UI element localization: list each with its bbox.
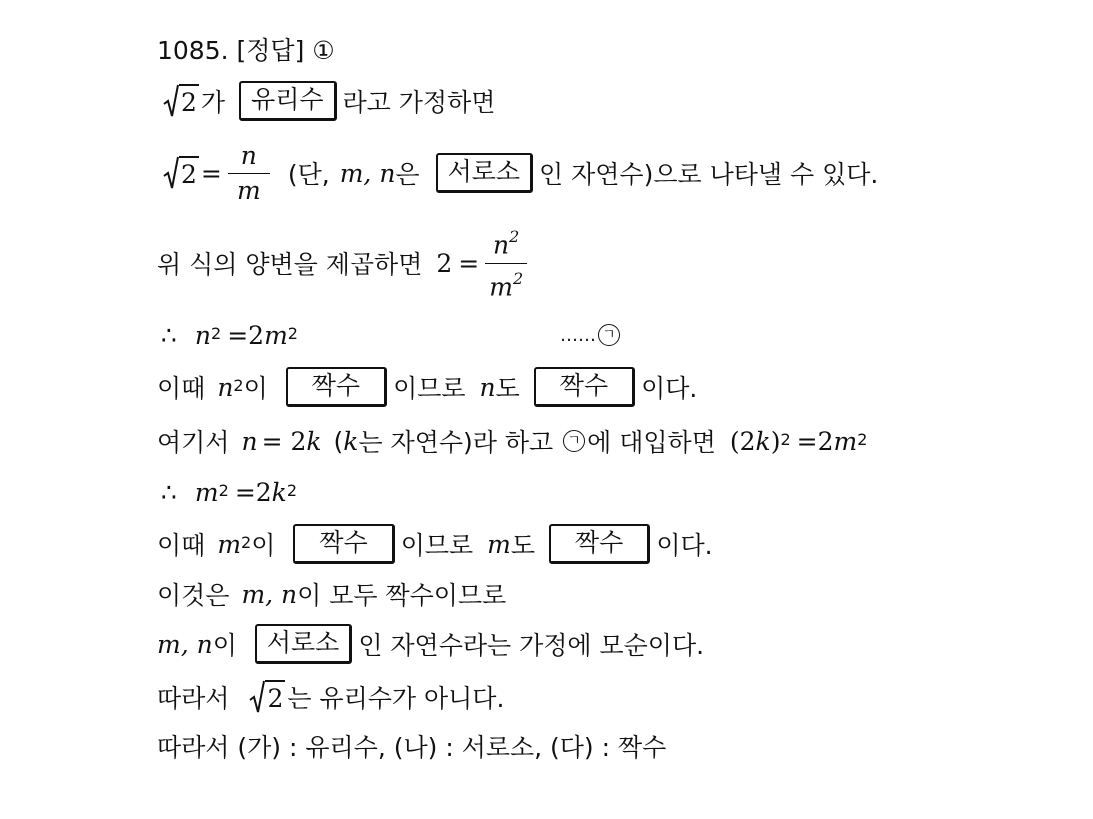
fraction-n2-over-m2 (485, 224, 527, 302)
text: 가 (200, 88, 226, 117)
exponent: 2 (512, 268, 524, 288)
math-var: k (343, 426, 359, 456)
math-var: n (217, 372, 234, 402)
text: (단, (287, 160, 330, 189)
therefore-symbol: ∴ (161, 477, 177, 507)
numerator (493, 224, 519, 260)
math-paren: ) (770, 426, 781, 456)
text: 이때 (157, 374, 206, 403)
math-var: k (755, 426, 771, 456)
text: 도 (495, 374, 520, 403)
text: 라고 가정하면 (342, 88, 496, 117)
sqrt-expression (249, 680, 285, 714)
math-var: m (194, 477, 219, 507)
math-variables: m, n (157, 629, 213, 659)
exponent: 2 (241, 532, 252, 552)
dots: …… (559, 324, 596, 346)
exponent: 2 (509, 227, 520, 247)
math-var: k (306, 426, 322, 456)
text: 이 (212, 631, 237, 660)
text: ( (333, 426, 344, 456)
text: 이 (243, 374, 268, 403)
answer-box-na: 서로소 (436, 153, 533, 193)
sqrt-radicand: 2 (179, 84, 199, 118)
line-assumption (157, 81, 495, 121)
math-var: n (479, 372, 496, 402)
answer-box-da: 짝수 (286, 367, 387, 407)
text: 이다. (641, 374, 698, 403)
text: 위 식의 양변을 제곱하면 (157, 250, 423, 279)
sqrt-radicand: 2 (265, 680, 285, 714)
text: 이므로 (400, 531, 474, 560)
text: 이때 (157, 531, 206, 560)
exponent: 2 (780, 429, 791, 449)
text: 따라서 (157, 684, 230, 713)
math-number: 2 (436, 248, 453, 278)
line-fraction-form (157, 138, 878, 208)
therefore-symbol: ∴ (161, 320, 177, 350)
radical-sign-icon (249, 680, 265, 714)
text: 는 자연수)라 하고 (358, 428, 554, 457)
sqrt-expression (163, 156, 199, 190)
answer-box-da: 짝수 (549, 524, 650, 564)
text: 인 자연수)으로 나타낼 수 있다. (539, 160, 879, 189)
text: 에 대입하면 (587, 428, 716, 457)
heading-text: 1085. [정답] ① (157, 36, 335, 65)
radical-sign-icon (163, 156, 179, 190)
math-var: m (833, 426, 858, 456)
answers-summary: 따라서 (가) : 유리수, (나) : 서로소, (다) : 짝수 (157, 733, 667, 762)
text: 도 (510, 531, 536, 560)
text: 는 유리수가 아니다. (287, 684, 505, 713)
fraction-n-over-m (228, 141, 270, 206)
math-coefficient: =2 (227, 320, 265, 350)
exponent: 2 (287, 323, 298, 343)
circled-label: ㄱ (598, 324, 620, 346)
line-substitute (157, 421, 867, 461)
exponent: 2 (286, 480, 298, 500)
numerator-var: n (493, 230, 510, 260)
fraction-bar (228, 173, 270, 174)
denominator: m (237, 175, 261, 205)
line-contradiction (157, 624, 704, 664)
radical-sign-icon (163, 84, 179, 118)
math-coefficient: =2 (796, 426, 834, 456)
math-var: m (217, 529, 242, 559)
denominator (489, 266, 523, 302)
text: 은 (395, 160, 420, 189)
line-equation-g (157, 315, 622, 355)
circled-label: ㄱ (563, 430, 585, 452)
line-both-even (157, 574, 506, 614)
math-var: k (271, 477, 287, 507)
exponent: 2 (233, 375, 244, 395)
line-m-even (157, 524, 713, 564)
math-var: n (194, 320, 212, 350)
line-square-both-sides (157, 227, 533, 301)
text: 이 모두 짝수이므로 (297, 581, 507, 610)
exponent: 2 (218, 480, 229, 500)
text: 이것은 (157, 581, 230, 610)
line-equation-m2 (157, 472, 297, 512)
math-var: m (264, 320, 288, 350)
math-variables: m, n (339, 158, 396, 188)
line-n-even (157, 367, 697, 407)
text: 이므로 (393, 374, 466, 403)
math-var: m (487, 529, 511, 559)
math-coefficient: =2 (234, 477, 272, 507)
math-expression: (2 (729, 426, 756, 456)
text: 여기서 (157, 428, 230, 457)
problem-heading (157, 29, 335, 69)
answer-box-da: 짝수 (534, 367, 635, 407)
line-answers (157, 726, 666, 766)
sqrt-expression (163, 84, 199, 118)
math-coefficient: = 2 (261, 426, 307, 456)
sqrt-radicand: 2 (179, 156, 199, 190)
equals-sign: = (200, 158, 222, 188)
text: 이 (251, 531, 276, 560)
math-variables: m, n (241, 579, 298, 609)
answer-box-da: 짝수 (293, 524, 394, 564)
text: 이다. (656, 531, 713, 560)
math-var: n (241, 426, 258, 456)
answer-box-na: 서로소 (255, 624, 352, 664)
numerator: n (240, 140, 257, 170)
fraction-bar (485, 263, 527, 264)
denominator-var: m (489, 271, 513, 301)
answer-box-ga: 유리수 (239, 81, 336, 121)
exponent: 2 (857, 429, 868, 449)
text: 인 자연수라는 가정에 모순이다. (358, 631, 705, 660)
line-conclusion (157, 677, 504, 717)
exponent: 2 (211, 323, 222, 343)
equals-sign: = (458, 248, 480, 278)
